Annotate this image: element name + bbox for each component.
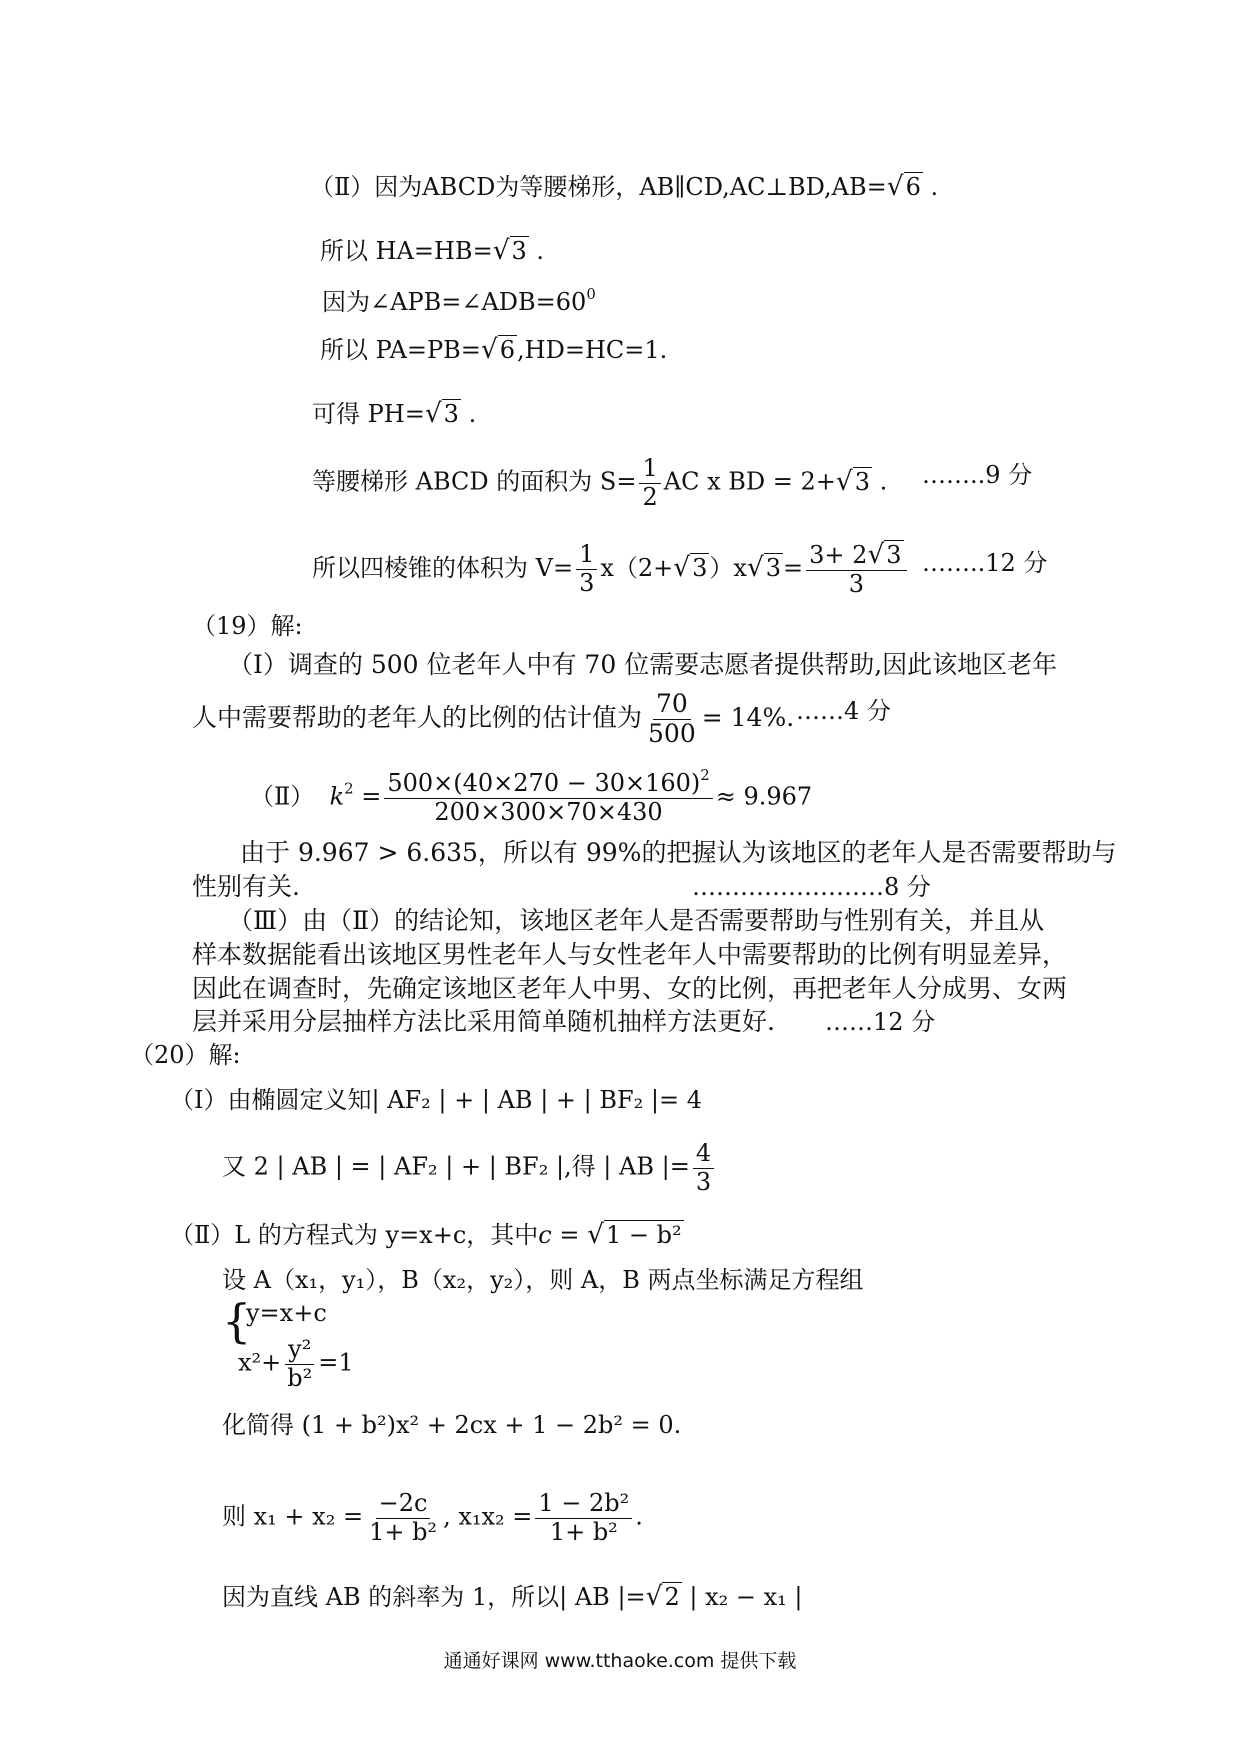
s19-p1-line2: 人中需要帮助的老年人的比例的估计值为 $\frac{70}{500}$ = 14%. [192, 689, 795, 748]
s19-p2-formula: （Ⅱ） $k^2$ = $\frac{500\times(40\times 270 - 30\times 160)^2}{200\times 300\times 70\times 430}$ ≈ 9.967 [250, 765, 813, 826]
system-brace: { [222, 1294, 252, 1348]
s20-set-line: 设 A（x₁，y₁），B（x₂，y₂），则 A，B 两点坐标满足方程组 [222, 1266, 864, 1294]
s19-p1-line1: （Ⅰ）调查的 500 位老年人中有 70 位需要志愿者提供帮助,因此该地区老年 [228, 650, 1058, 679]
s18-ha-line: 所以 HA=HB=√3 . [320, 235, 545, 266]
sqrt-6: √6 [480, 334, 516, 365]
s18-angle-line: 因为$\angle APB=\angle ADB=60^0$ [322, 284, 596, 316]
fraction-product-roots: $\frac{\text{1 − 2b²}}{\text{1+ b²}}$ [535, 1490, 632, 1546]
s20-p2-line: （Ⅱ）L 的方程式为 y=x+c，其中c = √1 − b² [170, 1219, 682, 1250]
fraction-y2-b2: $\frac{\text{y²}}{\text{b²}}$ [284, 1336, 315, 1392]
fraction-volume: $\frac{3+ 2√3}{3}$ [806, 540, 906, 599]
s20-p1b-line: 又 2 | AB | = | AF₂ | + | BF₂ |,得 | AB |= $\frac{4}{3}$ [222, 1140, 717, 1196]
s19-heading: （19）解: [192, 612, 303, 640]
s20-p1-line: （Ⅰ）由椭圆定义知| AF₂ | + | AB | + | BF₂ |= 4 [170, 1086, 702, 1114]
fraction-4-3: $\frac{4}{3}$ [693, 1140, 714, 1196]
page-footer: 通通好课网 www.tthaoke.com 提供下载 [443, 1650, 797, 1672]
sqrt-3: √3 [492, 235, 527, 266]
s20-system-line2: x²+ $\frac{\text{y²}}{\text{b²}}$ =1 [238, 1335, 354, 1392]
s20-vieta-line: 则 x₁ + x₂ = $\frac{-2c}{\text{1+ b²}}$ , x₁x₂ = $\frac{\text{1 − 2b²}}{\text{1+ b²}}$ . [222, 1489, 643, 1546]
s19-p3-line4: 层并采用分层抽样方法比采用简单随机抽样方法更好. [192, 1007, 775, 1036]
s20-slope-line: 因为直线 AB 的斜率为 1，所以| AB |=√2 | x₂ − x₁ | [222, 1581, 803, 1612]
fraction-third: $\frac{1}{3}$ [576, 541, 597, 597]
sqrt-1-minus-b2: √1 − b² [587, 1219, 682, 1250]
s19-p3-line1: （Ⅲ）由（Ⅱ）的结论知，该地区老年人是否需要帮助与性别有关，并且从 [228, 906, 1045, 935]
sqrt-3: √3 [746, 551, 782, 583]
fraction-half: $\frac{1}{2}$ [639, 455, 660, 511]
s19-p3-line3: 因此在调查时，先确定该地区老年人中男、女的比例，再把老年人分成男、女两 [192, 974, 1068, 1003]
sqrt-3: √3 [835, 465, 870, 497]
fraction-sum-roots: $\frac{-2c}{\text{1+ b²}}$ [369, 1489, 438, 1546]
sqrt-3: √3 [673, 551, 708, 583]
s18-volume-line: 所以四棱锥的体积为 V= $\frac{1}{3}$ x（2+√3）x√3= $\frac{3+ 2√3}{3}$ [312, 540, 910, 599]
s18-pa-line: 所以 PA=PB=√6,HD=HC=1. [320, 334, 668, 365]
s19-p2-score: ……………………8 分 [692, 873, 931, 901]
s19-p1-score: ……4 分 [796, 697, 891, 725]
sqrt-6: √6 [886, 171, 921, 202]
s20-simplify-line: 化简得 (1 + b²)x² + 2cx + 1 − 2b² = 0. [222, 1411, 682, 1439]
s20-system-line1: y=x+c [246, 1299, 327, 1327]
s18-volume-score: ……..12 分 [922, 549, 1048, 577]
s19-p2-line1: 由于 9.967 > 6.635，所以有 99%的把握认为该地区的老年人是否需要帮助与 [240, 838, 1117, 867]
s19-p2-line2: 性别有关. [192, 872, 300, 901]
fraction-70-500: $\frac{70}{500}$ [648, 689, 696, 748]
s18-area-line: 等腰梯形 ABCD 的面积为 S= $\frac{1}{2}$ AC x BD = 2+√3 . [312, 454, 888, 511]
s18-ph-line: 可得 PH=√3 . [312, 398, 477, 429]
sqrt-2: √2 [645, 1581, 680, 1612]
s18-part2-head: （Ⅱ）因为ABCD为等腰梯形，AB∥CD,AC⊥BD,AB=√6 . [310, 171, 939, 202]
sqrt-3: √3 [424, 398, 459, 429]
chi-square-fraction: $\frac{500\times(40\times 270 - 30\times 160)^2}{200\times 300\times 70\times 430}$ [384, 770, 712, 826]
s20-heading: （20）解: [130, 1041, 241, 1069]
s19-p3-line2: 样本数据能看出该地区男性老年人与女性老年人中需要帮助的比例有明显差异， [192, 940, 1068, 969]
s19-p3-score: ……12 分 [825, 1008, 936, 1036]
s18-area-score: ……..9 分 [922, 461, 1033, 489]
